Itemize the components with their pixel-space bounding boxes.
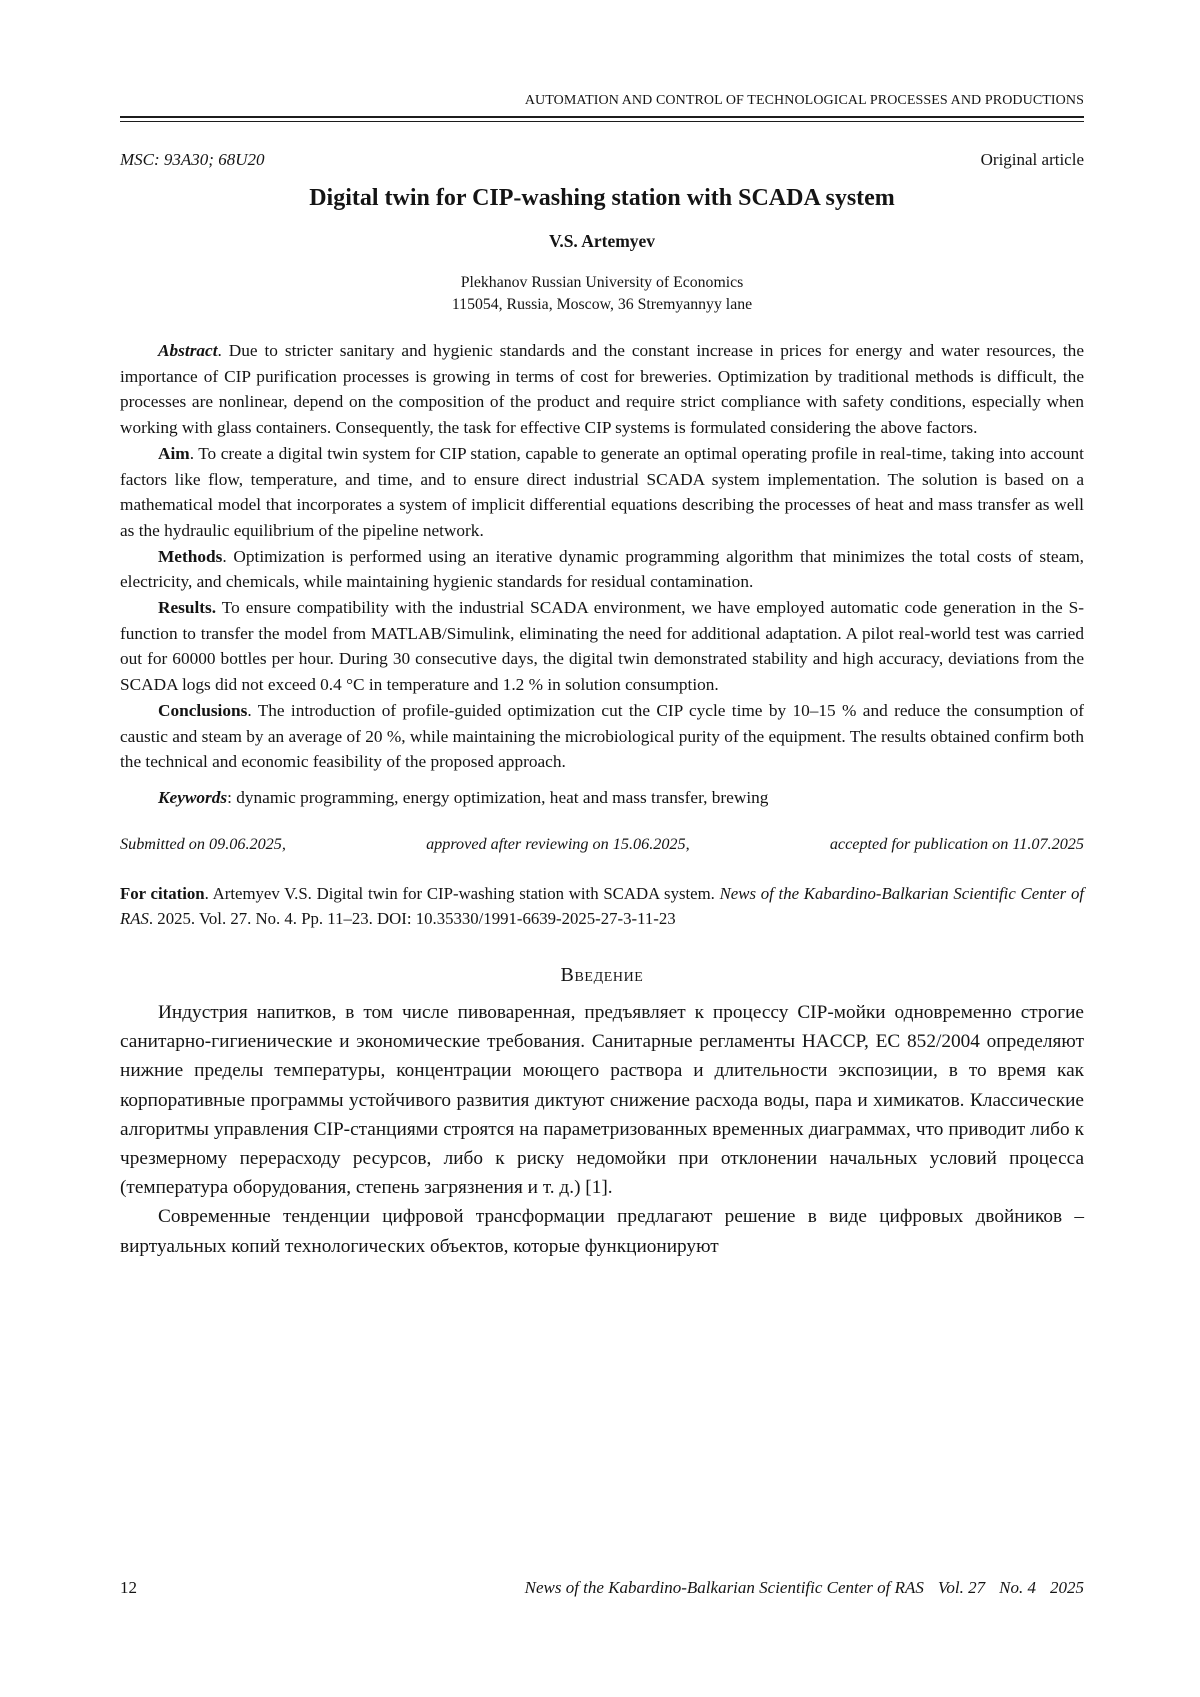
methods-label: Methods (158, 546, 223, 566)
introduction-body (120, 998, 1084, 1261)
affiliation-line-2: 115054, Russia, Moscow, 36 Stremyannyy lane (451, 295, 753, 313)
aim-section (120, 441, 1084, 544)
keywords-line (120, 788, 1084, 808)
page-footer (120, 1578, 1084, 1598)
abstract-text: Due to stricter sanitary and hygienic standards and the constant increase in prices for energy and water resources, the importance of CIP purification processes is growing in terms of cost for breweries. Optimization by traditional methods is difficult, the processes are nonlinear, depend on the composition of the product and require strict compliance with safety conditions, especially when working with glass containers. Consequently, the task for effective CIP systems is formulated considering the above factors. (120, 341, 1084, 438)
article-type: Original article (980, 150, 1084, 169)
keywords-label: Keywords (158, 787, 228, 807)
conclusions-text: The introduction of profile-guided optimization cut the CIP cycle time by 10–15 % and reduce the consumption of caustic and steam by an average of 20 %, while maintaining the microbiological purity of the equipment. The results obtained confirm both the technical and economic feasibility of the proposed approach. (120, 700, 1084, 772)
methods-text: Optimization is performed using an iterative dynamic programming algorithm that minimizes the total costs of steam, electricity, and chemicals, while maintaining hygienic standards for residual contamination. (120, 546, 1085, 592)
affiliation-line-1: Plekhanov Russian University of Economics (460, 274, 744, 291)
author-name: V.S. Artemyev (548, 231, 656, 251)
meta-row (120, 150, 1084, 170)
footer-issue: No. 4 (999, 1578, 1036, 1597)
results-section (120, 595, 1084, 698)
citation-journal-name: News of the Kabardino-Balkarian Scientific Center of RAS (120, 883, 1085, 928)
conclusions-sep: . (247, 700, 258, 720)
for-citation-label: For citation (120, 883, 205, 903)
citation-text-after: . 2025. Vol. 27. No. 4. Pp. 11–23. DOI: 10.35330/1991-6639-2025-27-3-11-23 (148, 908, 676, 928)
aim-sep: . (189, 443, 199, 463)
page-content (120, 0, 1084, 1261)
conclusions-section (120, 698, 1084, 775)
intro-paragraph-2: Современные тенденции цифровой трансформации предлагают решение в виде цифровых двойников – виртуальных копий технологических объектов, которые функционируют (120, 1206, 1084, 1257)
methods-section (120, 544, 1084, 595)
footer-year: 2025 (1050, 1578, 1084, 1597)
abstract-sep: . (217, 341, 229, 360)
introduction-heading: Введение (560, 963, 644, 986)
citation-block (120, 881, 1084, 931)
abstract-block (120, 338, 1084, 775)
header-double-rule (120, 116, 1084, 122)
methods-sep: . (222, 546, 234, 566)
aim-label: Aim (158, 443, 190, 463)
footer-volume: Vol. 27 (937, 1578, 986, 1597)
conclusions-label: Conclusions (158, 700, 248, 720)
keywords-text: dynamic programming, energy optimization, heat and mass transfer, brewing (236, 787, 769, 807)
msc-code: MSC: 93A30; 68U20 (120, 150, 265, 169)
keywords-sep: : (227, 787, 237, 807)
submitted-date: Submitted on 09.06.2025, (120, 834, 286, 853)
intro-paragraph-1: Индустрия напитков, в том числе пивоваренная, предъявляет к процессу CIP-мойки одновременно строгие санитарно-гигиенические и экономические требования. Санитарные регламенты HACCP, ЕС 852/2004 определяют нижние пределы температуры, концентрации моющего раствора и длительности экспозиции, в то время как корпоративные программы устойчивого развития диктуют снижение расхода воды, пара и химикатов. Классические алгоритмы управления CIP-станциями строятся на параметризованных временных диаграммах, что приводит либо к чрезмерному перерасходу ресурсов, либо к риску недомойки при отклонении начальных условий процесса (температура оборудования, степень загрязнения и т. д.) [1]. (120, 1001, 1084, 1199)
abstract-section (120, 338, 1084, 441)
accepted-date: accepted for publication on 11.07.2025 (829, 834, 1084, 853)
article-title: Digital twin for CIP-washing station with SCADA system (309, 185, 895, 211)
dates-row (120, 835, 1084, 854)
page-number: 12 (120, 1578, 137, 1597)
abstract-label: Abstract (158, 341, 218, 360)
results-text: To ensure compatibility with the industrial SCADA environment, we have employed automatic code generation in the S-function to transfer the model from MATLAB/Simulink, eliminating the need for additional adaptation. A pilot real-world test was carried out for 60000 bottles per hour. During 30 consecutive days, the digital twin demonstrated stability and high accuracy, deviations from the SCADA logs did not exceed 0.4 °C in temperature and 1.2 % in solution consumption. (120, 598, 1085, 695)
running-head: AUTOMATION AND CONTROL OF TECHNOLOGICAL PROCESSES AND PRODUCTIONS (524, 93, 1084, 108)
results-label: Results. (158, 598, 217, 618)
affiliation (120, 272, 1084, 315)
footer-journal-line (525, 1578, 1084, 1598)
citation-text-before: . Artemyev V.S. Digital twin for CIP-washing station with SCADA system. (204, 883, 720, 903)
aim-text: To create a digital twin system for CIP station, capable to generate an optimal operating profile in real-time, taking into account factors like flow, temperature, and time, and to ensure direct industrial SCADA system implementation. The solution is based on a mathematical model that incorporates a system of implicit differential equations describing the processes of heat and mass transfer as well as the hydraulic equilibrium of the pipeline network. (120, 443, 1084, 540)
approved-date: approved after reviewing on 15.06.2025, (426, 834, 690, 853)
footer-journal-name: News of the Kabardino-Balkarian Scientific Center of RAS (524, 1578, 924, 1597)
